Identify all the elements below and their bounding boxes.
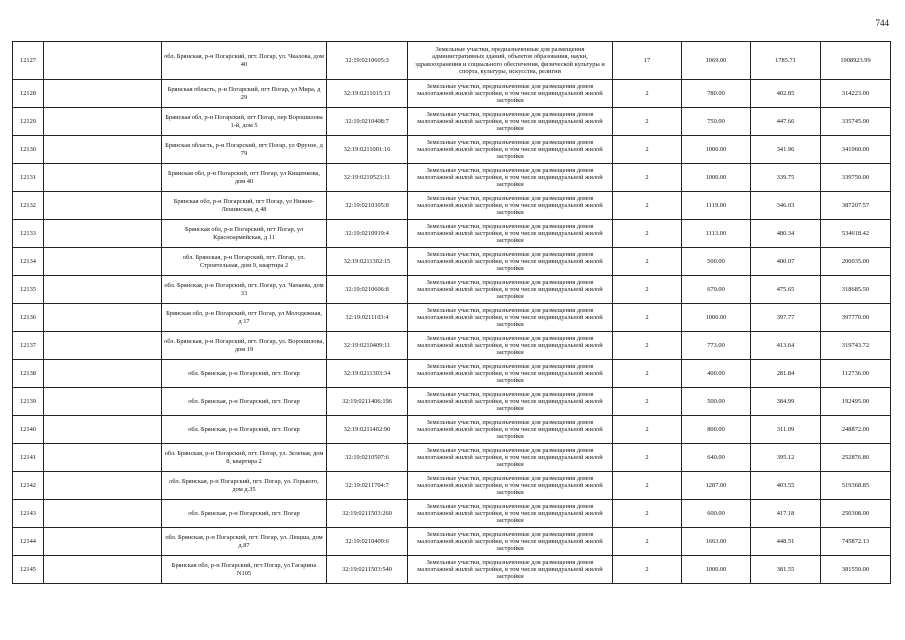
row-number-cell: 12139 xyxy=(13,388,44,416)
land-use-cell: Земельные участки, предназначенные для размещения домов малоэтажной жилой застройки, в том числе индивидуальной жилой застройки xyxy=(408,416,613,444)
table-row xyxy=(13,332,891,360)
cadastral-number-cell: 32:19:0210507:6 xyxy=(327,444,408,472)
row-number-cell: 12145 xyxy=(13,556,44,584)
use-code-cell: 2 xyxy=(613,192,682,220)
land-use-cell: Земельные участки, предназначенные для размещения домов малоэтажной жилой застройки, в том числе индивидуальной жилой застройки xyxy=(408,304,613,332)
empty-cell xyxy=(44,528,162,556)
empty-cell xyxy=(44,360,162,388)
land-use-cell: Земельные участки, предназначенные для размещения домов малоэтажной жилой застройки, в том числе индивидуальной жилой застройки xyxy=(408,192,613,220)
cadastral-value-cell: 252876.80 xyxy=(821,444,891,472)
unit-value-cell: 341.96 xyxy=(751,136,821,164)
cadastral-value-cell: 745872.13 xyxy=(821,528,891,556)
use-code-cell: 2 xyxy=(613,444,682,472)
use-code-cell: 2 xyxy=(613,360,682,388)
cadastral-value-cell: 381550.00 xyxy=(821,556,891,584)
address-cell: Брянская обл, р-н Погарский, пгт Погар, ул Красноармейская, д 11 xyxy=(162,220,327,248)
use-code-cell: 2 xyxy=(613,108,682,136)
empty-cell xyxy=(44,500,162,528)
empty-cell xyxy=(44,472,162,500)
cadastral-number-cell: 32:19:0211015:13 xyxy=(327,80,408,108)
address-cell: обл. Брянская, р-н Погарский, пгт. Погар, ул. Чкалова, дом 40 xyxy=(162,42,327,80)
table-row xyxy=(13,80,891,108)
table-row xyxy=(13,42,891,80)
address-cell: обл. Брянская, р-н Погарский, пгт. Погар, ул. Горького, дом д.35 xyxy=(162,472,327,500)
land-use-cell: Земельные участки, предназначенные для размещения домов малоэтажной жилой застройки, в том числе индивидуальной жилой застройки xyxy=(408,248,613,276)
unit-value-cell: 447.66 xyxy=(751,108,821,136)
area-cell: 750.00 xyxy=(682,108,751,136)
cadastral-value-cell: 314223.00 xyxy=(821,80,891,108)
empty-cell xyxy=(44,416,162,444)
area-cell: 1113.00 xyxy=(682,220,751,248)
address-cell: Брянская область, р-н Погарский, пгт Погар, ул Мира, д 29 xyxy=(162,80,327,108)
cadastral-value-cell: 319743.72 xyxy=(821,332,891,360)
use-code-cell: 2 xyxy=(613,472,682,500)
table-row xyxy=(13,192,891,220)
address-cell: обл. Брянская, р-н Погарский, пгт. Погар, ул. Чапаева, дом 33 xyxy=(162,276,327,304)
cadastral-value-cell: 1908923.99 xyxy=(821,42,891,80)
cadastral-number-cell: 32:19:0211103:4 xyxy=(327,304,408,332)
use-code-cell: 2 xyxy=(613,500,682,528)
table-row xyxy=(13,556,891,584)
address-cell: Брянская обл, р-н Погарский, пгт Погар, пер Ворошилова 1-й, дом 5 xyxy=(162,108,327,136)
address-cell: обл. Брянская, р-н Погарский, пгт. Погар xyxy=(162,416,327,444)
address-cell: обл. Брянская, р-н Погарский, пгт. Погар xyxy=(162,500,327,528)
unit-value-cell: 475.65 xyxy=(751,276,821,304)
unit-value-cell: 417.18 xyxy=(751,500,821,528)
area-cell: 1000.00 xyxy=(682,556,751,584)
land-use-cell: Земельные участки, предназначенные для размещения домов малоэтажной жилой застройки, в том числе индивидуальной жилой застройки xyxy=(408,276,613,304)
cadastral-number-cell: 32:19:0210409:11 xyxy=(327,332,408,360)
row-number-cell: 12140 xyxy=(13,416,44,444)
land-use-cell: Земельные участки, предназначенные для размещения домов малоэтажной жилой застройки, в том числе индивидуальной жилой застройки xyxy=(408,472,613,500)
empty-cell xyxy=(44,332,162,360)
cadastral-number-cell: 32:19:0210606:8 xyxy=(327,276,408,304)
use-code-cell: 2 xyxy=(613,136,682,164)
table-row xyxy=(13,108,891,136)
cadastral-value-cell: 335745.00 xyxy=(821,108,891,136)
table-body xyxy=(13,42,891,584)
address-cell: Брянская обл, р-н Погарский, пгт Погар, ул Молодежная, д 17 xyxy=(162,304,327,332)
address-cell: Брянская обл, р-н Погарский, пгт Погар, ул Гагарина N105 xyxy=(162,556,327,584)
cadastral-number-cell: 32:19:0211303:34 xyxy=(327,360,408,388)
unit-value-cell: 403.55 xyxy=(751,472,821,500)
area-cell: 1663.00 xyxy=(682,528,751,556)
row-number-cell: 12133 xyxy=(13,220,44,248)
cadastral-value-cell: 200035.00 xyxy=(821,248,891,276)
row-number-cell: 12143 xyxy=(13,500,44,528)
use-code-cell: 2 xyxy=(613,388,682,416)
unit-value-cell: 395.12 xyxy=(751,444,821,472)
address-cell: Брянская обл, р-н Погарский, пгт Погар, ул Нижне-Лешинская, д 48 xyxy=(162,192,327,220)
unit-value-cell: 400.07 xyxy=(751,248,821,276)
cadastral-value-cell: 341960.00 xyxy=(821,136,891,164)
land-use-cell: Земельные участки, предназначенные для размещения домов малоэтажной жилой застройки, в том числе индивидуальной жилой застройки xyxy=(408,136,613,164)
unit-value-cell: 281.84 xyxy=(751,360,821,388)
cadastral-number-cell: 32:19:0210408:7 xyxy=(327,108,408,136)
row-number-cell: 12128 xyxy=(13,80,44,108)
use-code-cell: 2 xyxy=(613,164,682,192)
table-row xyxy=(13,248,891,276)
unit-value-cell: 397.77 xyxy=(751,304,821,332)
cadastral-value-cell: 318685.50 xyxy=(821,276,891,304)
empty-cell xyxy=(44,444,162,472)
unit-value-cell: 346.03 xyxy=(751,192,821,220)
table-row xyxy=(13,220,891,248)
registry-table xyxy=(12,41,891,584)
table-row xyxy=(13,164,891,192)
address-cell: обл. Брянская, р-н Погарский, пгт. Погар, ул. Ворошилова, дом 19 xyxy=(162,332,327,360)
area-cell: 1000.00 xyxy=(682,164,751,192)
address-cell: обл. Брянская, р-н Погарский, пгт. Погар, ул. Лещша, дом д.87 xyxy=(162,528,327,556)
address-cell: Брянская обл, р-н Погарский, пгт Погар, ул Кищенкова, дом 40 xyxy=(162,164,327,192)
address-cell: обл. Брянская, р-н Погарский, пгт. Погар xyxy=(162,360,327,388)
cadastral-number-cell: 32:19:0211001:16 xyxy=(327,136,408,164)
area-cell: 500.00 xyxy=(682,248,751,276)
address-cell: Брянская область, р-н Погарский, пгт Погар, ул Фрунзе, д 79 xyxy=(162,136,327,164)
unit-value-cell: 448.51 xyxy=(751,528,821,556)
land-use-cell: Земельные участки, предназначенные для размещения домов малоэтажной жилой застройки, в том числе индивидуальной жилой застройки xyxy=(408,332,613,360)
area-cell: 640.00 xyxy=(682,444,751,472)
empty-cell xyxy=(44,304,162,332)
area-cell: 500.00 xyxy=(682,388,751,416)
land-use-cell: Земельные участки, предназначенные для размещения домов малоэтажной жилой застройки, в том числе индивидуальной жилой застройки xyxy=(408,360,613,388)
row-number-cell: 12135 xyxy=(13,276,44,304)
area-cell: 1000.00 xyxy=(682,136,751,164)
cadastral-number-cell: 32:19:0211402:90 xyxy=(327,416,408,444)
cadastral-value-cell: 112736.00 xyxy=(821,360,891,388)
table-row xyxy=(13,304,891,332)
table-row xyxy=(13,472,891,500)
address-cell: обл. Брянская, р-н Погарский, пгт. Погар, ул. Зеленая, дом 8, квартира 2 xyxy=(162,444,327,472)
cadastral-number-cell: 32:19:0211406:196 xyxy=(327,388,408,416)
cadastral-value-cell: 339750.00 xyxy=(821,164,891,192)
unit-value-cell: 381.55 xyxy=(751,556,821,584)
area-cell: 600.00 xyxy=(682,500,751,528)
land-use-cell: Земельные участки, предназначенные для размещения домов малоэтажной жилой застройки, в том числе индивидуальной жилой застройки xyxy=(408,500,613,528)
cadastral-value-cell: 248872.00 xyxy=(821,416,891,444)
use-code-cell: 2 xyxy=(613,80,682,108)
use-code-cell: 2 xyxy=(613,556,682,584)
land-use-cell: Земельные участки, предназначенные для размещения домов малоэтажной жилой застройки, в том числе индивидуальной жилой застройки xyxy=(408,444,613,472)
row-number-cell: 12144 xyxy=(13,528,44,556)
empty-cell xyxy=(44,220,162,248)
cadastral-number-cell: 32:19:0210523:11 xyxy=(327,164,408,192)
use-code-cell: 17 xyxy=(613,42,682,80)
row-number-cell: 12131 xyxy=(13,164,44,192)
area-cell: 1287.00 xyxy=(682,472,751,500)
row-number-cell: 12127 xyxy=(13,42,44,80)
unit-value-cell: 339.75 xyxy=(751,164,821,192)
land-use-cell: Земельные участки, предназначенные для размещения домов малоэтажной жилой застройки, в том числе индивидуальной жилой застройки xyxy=(408,220,613,248)
row-number-cell: 12136 xyxy=(13,304,44,332)
empty-cell xyxy=(44,388,162,416)
use-code-cell: 2 xyxy=(613,220,682,248)
cadastral-number-cell: 32:19:0210305:8 xyxy=(327,192,408,220)
land-use-cell: Земельные участки, предназначенные для размещения административных зданий, объектов образования, науки, здравоохранения и социального обеспечения, физической культуры и спорта, культуры, искусства, религии xyxy=(408,42,613,80)
cadastral-number-cell: 32:19:0211302:15 xyxy=(327,248,408,276)
land-use-cell: Земельные участки, предназначенные для размещения домов малоэтажной жилой застройки, в том числе индивидуальной жилой застройки xyxy=(408,80,613,108)
page-number: 744 xyxy=(875,18,889,28)
empty-cell xyxy=(44,164,162,192)
cadastral-value-cell: 192495.00 xyxy=(821,388,891,416)
land-use-cell: Земельные участки, предназначенные для размещения домов малоэтажной жилой застройки, в том числе индивидуальной жилой застройки xyxy=(408,528,613,556)
use-code-cell: 2 xyxy=(613,304,682,332)
unit-value-cell: 402.85 xyxy=(751,80,821,108)
cadastral-value-cell: 519368.85 xyxy=(821,472,891,500)
area-cell: 1119.00 xyxy=(682,192,751,220)
unit-value-cell: 413.64 xyxy=(751,332,821,360)
cadastral-number-cell: 32:19:0211503:260 xyxy=(327,500,408,528)
area-cell: 780.00 xyxy=(682,80,751,108)
table-row xyxy=(13,360,891,388)
empty-cell xyxy=(44,80,162,108)
row-number-cell: 12142 xyxy=(13,472,44,500)
empty-cell xyxy=(44,248,162,276)
cadastral-number-cell: 32:19:0210605:3 xyxy=(327,42,408,80)
table-row xyxy=(13,416,891,444)
row-number-cell: 12138 xyxy=(13,360,44,388)
unit-value-cell: 311.09 xyxy=(751,416,821,444)
land-use-cell: Земельные участки, предназначенные для размещения домов малоэтажной жилой застройки, в том числе индивидуальной жилой застройки xyxy=(408,164,613,192)
cadastral-number-cell: 32:19:0210409:6 xyxy=(327,528,408,556)
use-code-cell: 2 xyxy=(613,528,682,556)
land-use-cell: Земельные участки, предназначенные для размещения домов малоэтажной жилой застройки, в том числе индивидуальной жилой застройки xyxy=(408,388,613,416)
table-row xyxy=(13,500,891,528)
use-code-cell: 2 xyxy=(613,416,682,444)
table-row xyxy=(13,528,891,556)
land-use-cell: Земельные участки, предназначенные для размещения домов малоэтажной жилой застройки, в том числе индивидуальной жилой застройки xyxy=(408,108,613,136)
row-number-cell: 12129 xyxy=(13,108,44,136)
use-code-cell: 2 xyxy=(613,248,682,276)
unit-value-cell: 384.99 xyxy=(751,388,821,416)
cadastral-number-cell: 32:19:0211704:7 xyxy=(327,472,408,500)
cadastral-value-cell: 534618.42 xyxy=(821,220,891,248)
unit-value-cell: 480.34 xyxy=(751,220,821,248)
cadastral-number-cell: 32:19:0211503:540 xyxy=(327,556,408,584)
empty-cell xyxy=(44,192,162,220)
row-number-cell: 12141 xyxy=(13,444,44,472)
area-cell: 800.00 xyxy=(682,416,751,444)
area-cell: 773.00 xyxy=(682,332,751,360)
cadastral-number-cell: 32:19:0210919:4 xyxy=(327,220,408,248)
cadastral-value-cell: 387207.57 xyxy=(821,192,891,220)
row-number-cell: 12134 xyxy=(13,248,44,276)
table-row xyxy=(13,276,891,304)
row-number-cell: 12130 xyxy=(13,136,44,164)
unit-value-cell: 1785.71 xyxy=(751,42,821,80)
area-cell: 1000.00 xyxy=(682,304,751,332)
row-number-cell: 12132 xyxy=(13,192,44,220)
empty-cell xyxy=(44,556,162,584)
cadastral-value-cell: 250308.00 xyxy=(821,500,891,528)
use-code-cell: 2 xyxy=(613,276,682,304)
land-use-cell: Земельные участки, предназначенные для размещения домов малоэтажной жилой застройки, в том числе индивидуальной жилой застройки xyxy=(408,556,613,584)
empty-cell xyxy=(44,108,162,136)
cadastral-value-cell: 397770.00 xyxy=(821,304,891,332)
use-code-cell: 2 xyxy=(613,332,682,360)
empty-cell xyxy=(44,136,162,164)
area-cell: 670.00 xyxy=(682,276,751,304)
area-cell: 400.00 xyxy=(682,360,751,388)
empty-cell xyxy=(44,276,162,304)
table-row xyxy=(13,136,891,164)
empty-cell xyxy=(44,42,162,80)
address-cell: обл. Брянская, р-н Погарский, пгт. Погар, ул. Строительная, дом 9, квартира 2 xyxy=(162,248,327,276)
table-row xyxy=(13,388,891,416)
table-row xyxy=(13,444,891,472)
row-number-cell: 12137 xyxy=(13,332,44,360)
area-cell: 1069.00 xyxy=(682,42,751,80)
address-cell: обл. Брянская, р-н Погарский, пгт. Погар xyxy=(162,388,327,416)
